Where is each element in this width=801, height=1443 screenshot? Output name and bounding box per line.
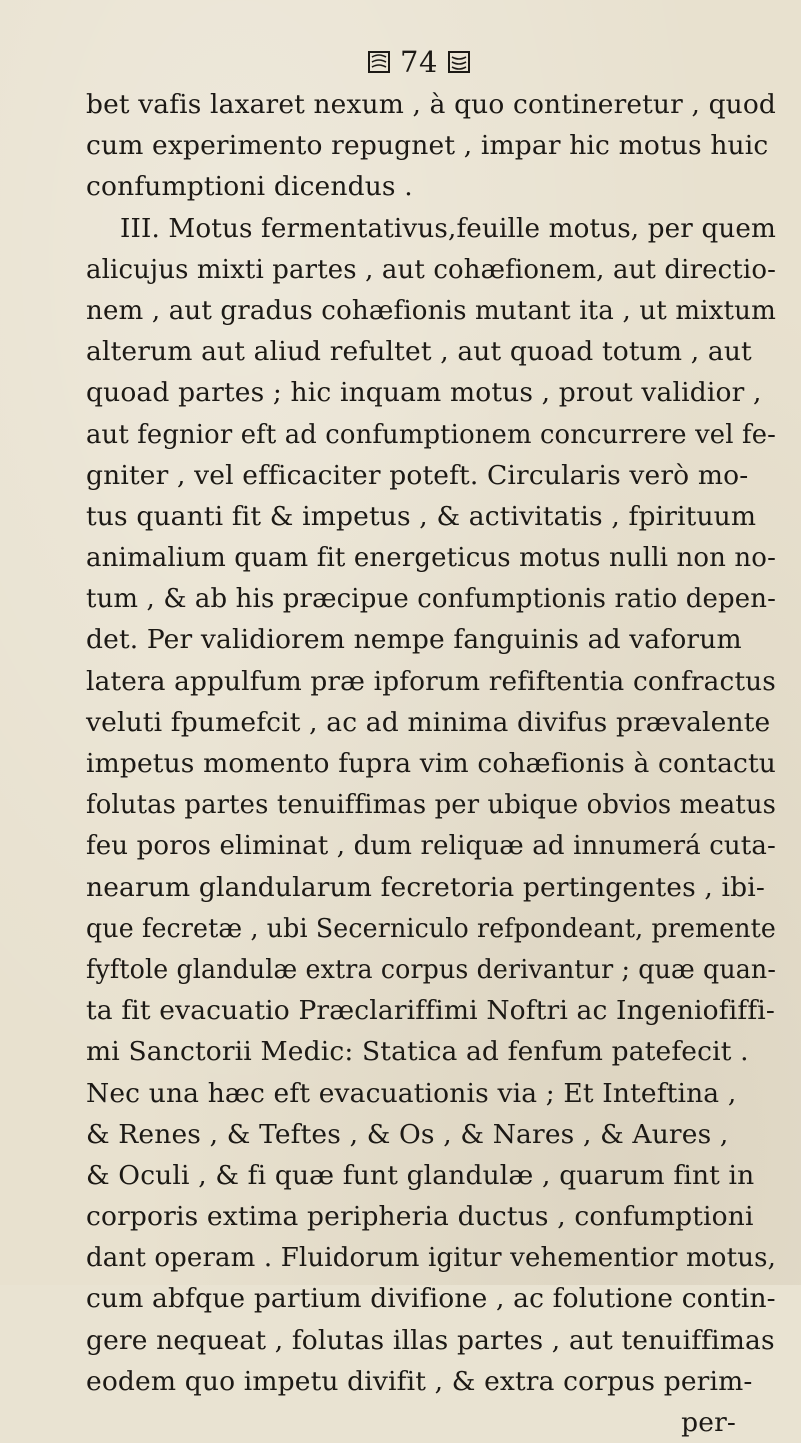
text-line: animalium quam fit energeticus motus nulli non no- (86, 542, 776, 574)
text-line: cum abfque partium divifione , ac folutione contin- (86, 1283, 776, 1315)
page-header (368, 40, 470, 84)
text-line: bet vafis laxaret nexum , à quo contineretur , quod (86, 89, 776, 120)
text-line: III. Motus fermentativus,feuille motus, per quem (120, 212, 776, 244)
text-line: alterum aut aliud refultet , aut quoad totum , aut (86, 336, 752, 368)
text-line: veluti fpumefcit , ac ad minima divifus prævalente (86, 706, 771, 738)
text-line: alicujus mixti partes , aut cohæfionem, aut directio- (86, 253, 776, 285)
text-line: Nec una hæc eft evacuationis via ; Et Inteftina , (86, 1077, 737, 1109)
text-line: feu poros eliminat , dum reliquæ ad innumerá cuta- (86, 830, 776, 862)
text-line: dant operam . Fluidorum igitur vehementior motus, (86, 1242, 776, 1274)
page-number: 74 (400, 44, 438, 79)
text-line: & Oculi , & fi quæ funt glandulæ , quarum fint in (86, 1159, 755, 1191)
text-line: & Renes , & Teftes , & Os , & Nares , & Aures , (86, 1118, 729, 1150)
text-line: fyftole glandulæ extra corpus derivantur ; quæ quan- (86, 953, 776, 985)
text-line: mi Sanctorii Medic: Statica ad fenfum patefecit . (86, 1036, 749, 1068)
text-line: det. Per validiorem nempe fanguinis ad vaforum (86, 624, 742, 656)
text-line: gere nequeat , folutas illas partes , aut tenuiffimas (86, 1324, 775, 1356)
text-line: nearum glandularum fecretoria pertingentes , ibi- (86, 871, 766, 903)
body-text (86, 84, 776, 1443)
text-line: folutas partes tenuiffimas per ubique obvios meatus (86, 789, 776, 821)
text-line: cum experimento repugnet , impar hic motus huic (86, 130, 769, 162)
text-line: eodem quo impetu divifit , & extra corpus perim- (86, 1365, 753, 1397)
text-line: quoad partes ; hic inquam motus , prout validior , (86, 377, 762, 409)
text-line: latera appulfum præ ipforum refiftentia confractus (86, 665, 776, 697)
ornament-icon (368, 51, 390, 73)
text-line: nem , aut gradus cohæfionis mutant ita , ut mixtum (86, 294, 776, 326)
text-line: confumptioni dicendus . (86, 171, 413, 203)
ornament-icon (448, 51, 470, 73)
catchword: per- (681, 1407, 736, 1438)
text-line: aut fegnior eft ad confumptionem concurrere vel fe- (86, 418, 776, 450)
text-line: corporis extima peripheria ductus , confumptioni (86, 1201, 754, 1233)
text-line: que fecretæ , ubi Secerniculo refpondeant, premente (86, 912, 776, 944)
text-line: tus quanti fit & impetus , & activitatis , fpirituum (86, 500, 757, 532)
text-line: gniter , vel efficaciter poteft. Circularis verò mo- (86, 459, 749, 491)
text-line: ta fit evacuatio Præclariffimi Noftri ac Ingeniofiffi- (86, 995, 776, 1027)
text-line: impetus momento fupra vim cohæfionis à contactu (86, 748, 776, 779)
text-line: tum , & ab his præcipue confumptionis ratio depen- (86, 583, 776, 615)
